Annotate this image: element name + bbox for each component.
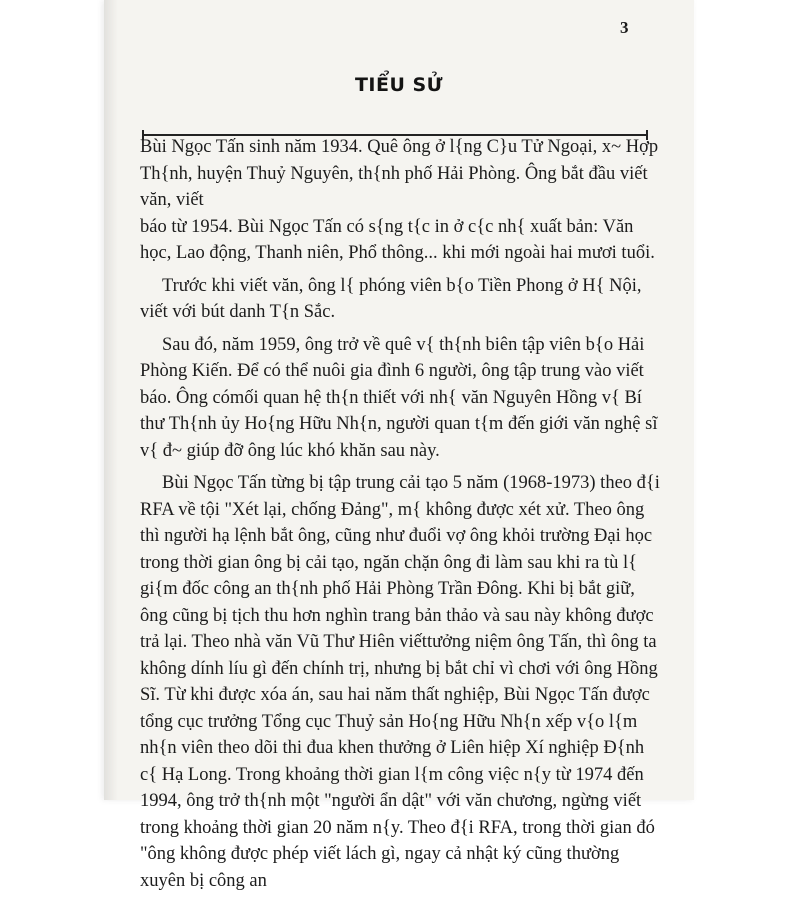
page-number: 3 — [620, 18, 629, 37]
paragraph: báo từ 1954. Bùi Ngọc Tấn có s{ng t{c in ở c{c nh{ xuất bản: Văn học, Lao động, Thanh niên, Phổ thông... khi mới ngoài hai mươi tuổi. — [140, 216, 655, 263]
paragraph: Sau đó, năm 1959, ông trở về quê v{ th{nh biên tập viên b{o Hải Phòng Kiến. Để có thể nuôi gia đình 6 người, ông tập trung vào viết báo. Ông cómối quan hệ th{n thiết với nh{ văn Nguyên Hồng v{ Bí thư Th{nh ủy Ho{ng Hữu Nh{n, người quan t{m đến giới văn nghệ sĩ v{ đ~ giúp đỡ ông lúc khó khăn sau này. — [140, 334, 658, 461]
paragraph: Bùi Ngọc Tấn từng bị tập trung cải tạo 5 năm (1968-1973) theo đ{i RFA về tội "Xét lại, chống Đảng", m{ không được xét xử. Theo ông thì người hạ lệnh bắt ông, cũng như đuổi vợ ông khỏi trường Đại học trong thời gian ông bị cải tạo, ngăn chặn ông đi làm sau khi ra tù l{ gi{m đốc công an th{nh phố Hải Phòng Trần Đông. Khi bị bắt giữ, ông cũng bị tịch thu hơn nghìn trang bản thảo và sau này không được trả lại. Theo nhà văn Vũ Thư Hiên viếttưởng niệm ông Tấn, thì ông ta không dính líu gì đến chính trị, nhưng bị bắt chỉ vì chơi với ông Hồng Sĩ. Từ khi được xóa án, sau hai năm thất nghiệp, Bùi Ngọc Tấn được tổng cục trưởng Tổng cục Thuỷ sản Ho{ng Hữu Nh{n xếp v{o l{m nh{n viên theo dõi thi đua khen thưởng ở Liên hiệp Xí nghiệp Đ{nh c{ Hạ Long. Trong khoảng thời gian l{m công việc n{y từ 1974 đến 1994, ông trở th{nh một "người ẩn dật" với văn chương, ngừng viết trong khoảng thời gian 20 năm n{y. Theo đ{i RFA, trong thời gian đó "ông không được phép viết lách gì, ngay cả nhật ký cũng thường xuyên bị công an — [140, 473, 660, 891]
paragraph: Trước khi viết văn, ông l{ phóng viên b{o Tiền Phong ở H{ Nội, viết với bút danh T{n Sắc. — [140, 275, 642, 322]
page-gutter-shadow — [104, 0, 118, 800]
chapter-title: TIỂU SỬ — [354, 74, 444, 96]
body-text — [140, 134, 660, 900]
paragraph: Bùi Ngọc Tấn sinh năm 1934. Quê ông ở l{ng C}u Tử Ngoại, x~ Hợp Th{nh, huyện Thuỷ Nguyên, th{nh phố Hải Phòng. Ông bắt đầu viết văn, viết — [140, 137, 659, 210]
